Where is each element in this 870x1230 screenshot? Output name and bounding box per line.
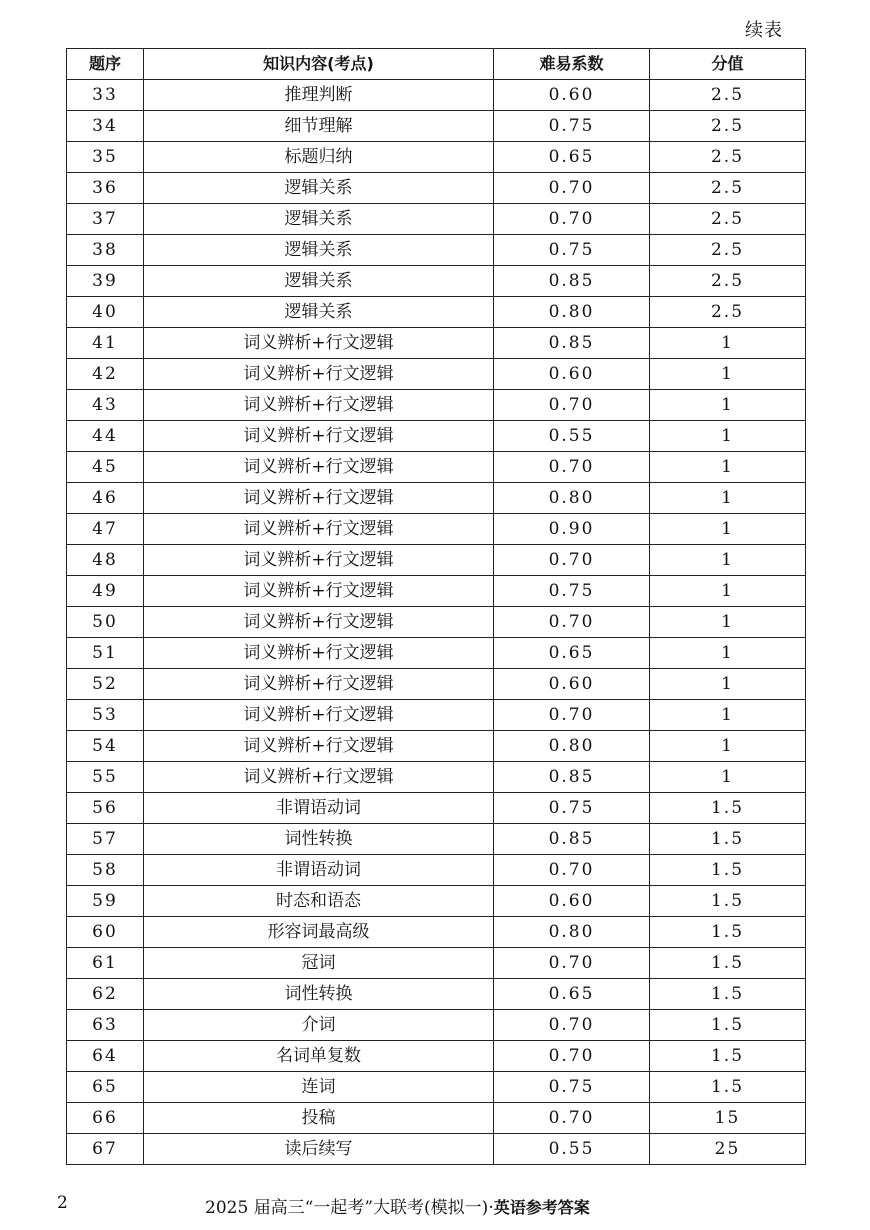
cell-question-number: 47 (67, 514, 144, 545)
cell-question-number: 61 (67, 948, 144, 979)
cell-score: 25 (650, 1134, 806, 1165)
cell-difficulty: 0.60 (494, 359, 650, 390)
cell-question-number: 40 (67, 297, 144, 328)
cell-score: 1 (650, 576, 806, 607)
cell-knowledge-content: 词义辨析+行文逻辑 (144, 483, 494, 514)
cell-knowledge-content: 词义辨析+行文逻辑 (144, 390, 494, 421)
table-row (67, 421, 806, 452)
header-question-number: 题序 (67, 49, 144, 80)
table-row (67, 607, 806, 638)
table-row (67, 700, 806, 731)
cell-knowledge-content: 词义辨析+行文逻辑 (144, 762, 494, 793)
cell-difficulty: 0.85 (494, 824, 650, 855)
cell-score: 1.5 (650, 793, 806, 824)
cell-score: 15 (650, 1103, 806, 1134)
cell-score: 1 (650, 762, 806, 793)
cell-knowledge-content: 连词 (144, 1072, 494, 1103)
cell-knowledge-content: 逻辑关系 (144, 235, 494, 266)
table-row (67, 235, 806, 266)
cell-question-number: 43 (67, 390, 144, 421)
cell-score: 1 (650, 669, 806, 700)
cell-score: 2.5 (650, 297, 806, 328)
cell-score: 1 (650, 390, 806, 421)
table-row (67, 576, 806, 607)
table-row (67, 483, 806, 514)
table-row (67, 669, 806, 700)
table-row (67, 80, 806, 111)
cell-difficulty: 0.65 (494, 638, 650, 669)
cell-score: 2.5 (650, 173, 806, 204)
cell-difficulty: 0.75 (494, 111, 650, 142)
cell-knowledge-content: 冠词 (144, 948, 494, 979)
cell-question-number: 37 (67, 204, 144, 235)
continuation-label: 续表 (745, 20, 783, 41)
cell-question-number: 34 (67, 111, 144, 142)
cell-score: 1 (650, 700, 806, 731)
cell-difficulty: 0.80 (494, 297, 650, 328)
cell-knowledge-content: 词义辨析+行文逻辑 (144, 669, 494, 700)
cell-difficulty: 0.70 (494, 204, 650, 235)
cell-score: 2.5 (650, 111, 806, 142)
header-difficulty: 难易系数 (494, 49, 650, 80)
cell-score: 1 (650, 731, 806, 762)
cell-difficulty: 0.60 (494, 886, 650, 917)
cell-knowledge-content: 词义辨析+行文逻辑 (144, 545, 494, 576)
cell-question-number: 42 (67, 359, 144, 390)
cell-question-number: 67 (67, 1134, 144, 1165)
cell-knowledge-content: 词性转换 (144, 979, 494, 1010)
cell-question-number: 57 (67, 824, 144, 855)
cell-knowledge-content: 投稿 (144, 1103, 494, 1134)
cell-question-number: 62 (67, 979, 144, 1010)
cell-knowledge-content: 时态和语态 (144, 886, 494, 917)
cell-score: 1.5 (650, 886, 806, 917)
cell-knowledge-content: 词义辨析+行文逻辑 (144, 421, 494, 452)
cell-knowledge-content: 标题归纳 (144, 142, 494, 173)
cell-difficulty: 0.85 (494, 266, 650, 297)
cell-score: 1 (650, 638, 806, 669)
table-row (67, 948, 806, 979)
table-row (67, 514, 806, 545)
cell-score: 2.5 (650, 266, 806, 297)
table-row (67, 1103, 806, 1134)
table-row (67, 173, 806, 204)
cell-question-number: 58 (67, 855, 144, 886)
cell-difficulty: 0.70 (494, 948, 650, 979)
table-row (67, 1134, 806, 1165)
cell-knowledge-content: 词义辨析+行文逻辑 (144, 514, 494, 545)
table-row (67, 390, 806, 421)
cell-difficulty: 0.60 (494, 669, 650, 700)
cell-question-number: 54 (67, 731, 144, 762)
cell-score: 2.5 (650, 142, 806, 173)
cell-knowledge-content: 细节理解 (144, 111, 494, 142)
cell-difficulty: 0.85 (494, 762, 650, 793)
cell-difficulty: 0.70 (494, 545, 650, 576)
table-row (67, 1041, 806, 1072)
table-row (67, 855, 806, 886)
table-row (67, 452, 806, 483)
cell-question-number: 49 (67, 576, 144, 607)
cell-knowledge-content: 词义辨析+行文逻辑 (144, 328, 494, 359)
cell-score: 1.5 (650, 1010, 806, 1041)
cell-knowledge-content: 词义辨析+行文逻辑 (144, 359, 494, 390)
footer-title-main: 2025 届高三“一起考”大联考(模拟一)· (205, 1198, 494, 1218)
cell-question-number: 52 (67, 669, 144, 700)
cell-difficulty: 0.80 (494, 483, 650, 514)
table-row (67, 142, 806, 173)
cell-score: 2.5 (650, 204, 806, 235)
cell-score: 1 (650, 514, 806, 545)
cell-difficulty: 0.70 (494, 452, 650, 483)
cell-difficulty: 0.75 (494, 1072, 650, 1103)
footer-title-bold: 英语参考答案 (493, 1198, 590, 1217)
cell-difficulty: 0.75 (494, 793, 650, 824)
cell-knowledge-content: 推理判断 (144, 80, 494, 111)
cell-score: 1 (650, 359, 806, 390)
table-row (67, 762, 806, 793)
cell-question-number: 48 (67, 545, 144, 576)
cell-question-number: 50 (67, 607, 144, 638)
cell-question-number: 46 (67, 483, 144, 514)
cell-score: 1.5 (650, 917, 806, 948)
header-knowledge-content: 知识内容(考点) (144, 49, 494, 80)
cell-difficulty: 0.65 (494, 142, 650, 173)
page-footer (0, 1193, 870, 1217)
cell-difficulty: 0.70 (494, 173, 650, 204)
table-row (67, 328, 806, 359)
cell-score: 1.5 (650, 1072, 806, 1103)
table-header-row (67, 49, 806, 80)
cell-question-number: 39 (67, 266, 144, 297)
cell-difficulty: 0.70 (494, 700, 650, 731)
cell-difficulty: 0.80 (494, 731, 650, 762)
cell-score: 1.5 (650, 855, 806, 886)
cell-difficulty: 0.60 (494, 80, 650, 111)
table-row (67, 638, 806, 669)
cell-knowledge-content: 词义辨析+行文逻辑 (144, 731, 494, 762)
cell-question-number: 60 (67, 917, 144, 948)
cell-score: 1.5 (650, 1041, 806, 1072)
cell-question-number: 51 (67, 638, 144, 669)
cell-question-number: 56 (67, 793, 144, 824)
footer-title (205, 1193, 590, 1218)
cell-knowledge-content: 名词单复数 (144, 1041, 494, 1072)
cell-knowledge-content: 词义辨析+行文逻辑 (144, 576, 494, 607)
score-table (66, 48, 806, 1165)
cell-knowledge-content: 介词 (144, 1010, 494, 1041)
cell-score: 2.5 (650, 235, 806, 266)
cell-question-number: 63 (67, 1010, 144, 1041)
cell-question-number: 59 (67, 886, 144, 917)
cell-knowledge-content: 逻辑关系 (144, 204, 494, 235)
table-row (67, 297, 806, 328)
cell-difficulty: 0.55 (494, 421, 650, 452)
cell-difficulty: 0.75 (494, 235, 650, 266)
cell-score: 1.5 (650, 979, 806, 1010)
table-row (67, 545, 806, 576)
cell-question-number: 64 (67, 1041, 144, 1072)
cell-difficulty: 0.70 (494, 1010, 650, 1041)
table-row (67, 731, 806, 762)
cell-question-number: 38 (67, 235, 144, 266)
cell-question-number: 41 (67, 328, 144, 359)
table-row (67, 793, 806, 824)
cell-knowledge-content: 词义辨析+行文逻辑 (144, 638, 494, 669)
cell-question-number: 53 (67, 700, 144, 731)
table-row (67, 979, 806, 1010)
cell-difficulty: 0.90 (494, 514, 650, 545)
cell-difficulty: 0.55 (494, 1134, 650, 1165)
table-row (67, 111, 806, 142)
cell-difficulty: 0.70 (494, 1103, 650, 1134)
cell-difficulty: 0.85 (494, 328, 650, 359)
cell-score: 1 (650, 607, 806, 638)
cell-difficulty: 0.70 (494, 855, 650, 886)
cell-knowledge-content: 非谓语动词 (144, 855, 494, 886)
cell-score: 1 (650, 328, 806, 359)
page-number: 2 (57, 1193, 68, 1213)
cell-knowledge-content: 逻辑关系 (144, 173, 494, 204)
cell-knowledge-content: 非谓语动词 (144, 793, 494, 824)
cell-difficulty: 0.75 (494, 576, 650, 607)
cell-question-number: 66 (67, 1103, 144, 1134)
cell-difficulty: 0.70 (494, 1041, 650, 1072)
cell-difficulty: 0.70 (494, 607, 650, 638)
cell-question-number: 55 (67, 762, 144, 793)
cell-knowledge-content: 逻辑关系 (144, 297, 494, 328)
cell-question-number: 35 (67, 142, 144, 173)
cell-knowledge-content: 读后续写 (144, 1134, 494, 1165)
cell-score: 1 (650, 452, 806, 483)
cell-difficulty: 0.70 (494, 390, 650, 421)
cell-knowledge-content: 形容词最高级 (144, 917, 494, 948)
header-score: 分值 (650, 49, 806, 80)
cell-knowledge-content: 词义辨析+行文逻辑 (144, 700, 494, 731)
cell-score: 1 (650, 545, 806, 576)
table-row (67, 266, 806, 297)
table-row (67, 917, 806, 948)
table-row (67, 204, 806, 235)
cell-knowledge-content: 逻辑关系 (144, 266, 494, 297)
table-row (67, 1072, 806, 1103)
cell-question-number: 33 (67, 80, 144, 111)
table-row (67, 359, 806, 390)
table-row (67, 886, 806, 917)
table-body (67, 80, 806, 1165)
cell-score: 1.5 (650, 824, 806, 855)
cell-question-number: 45 (67, 452, 144, 483)
cell-knowledge-content: 词义辨析+行文逻辑 (144, 607, 494, 638)
table-row (67, 1010, 806, 1041)
cell-question-number: 36 (67, 173, 144, 204)
cell-score: 2.5 (650, 80, 806, 111)
table-row (67, 824, 806, 855)
cell-question-number: 65 (67, 1072, 144, 1103)
cell-knowledge-content: 词义辨析+行文逻辑 (144, 452, 494, 483)
cell-score: 1.5 (650, 948, 806, 979)
cell-knowledge-content: 词性转换 (144, 824, 494, 855)
cell-question-number: 44 (67, 421, 144, 452)
cell-difficulty: 0.65 (494, 979, 650, 1010)
cell-difficulty: 0.80 (494, 917, 650, 948)
cell-score: 1 (650, 483, 806, 514)
cell-score: 1 (650, 421, 806, 452)
